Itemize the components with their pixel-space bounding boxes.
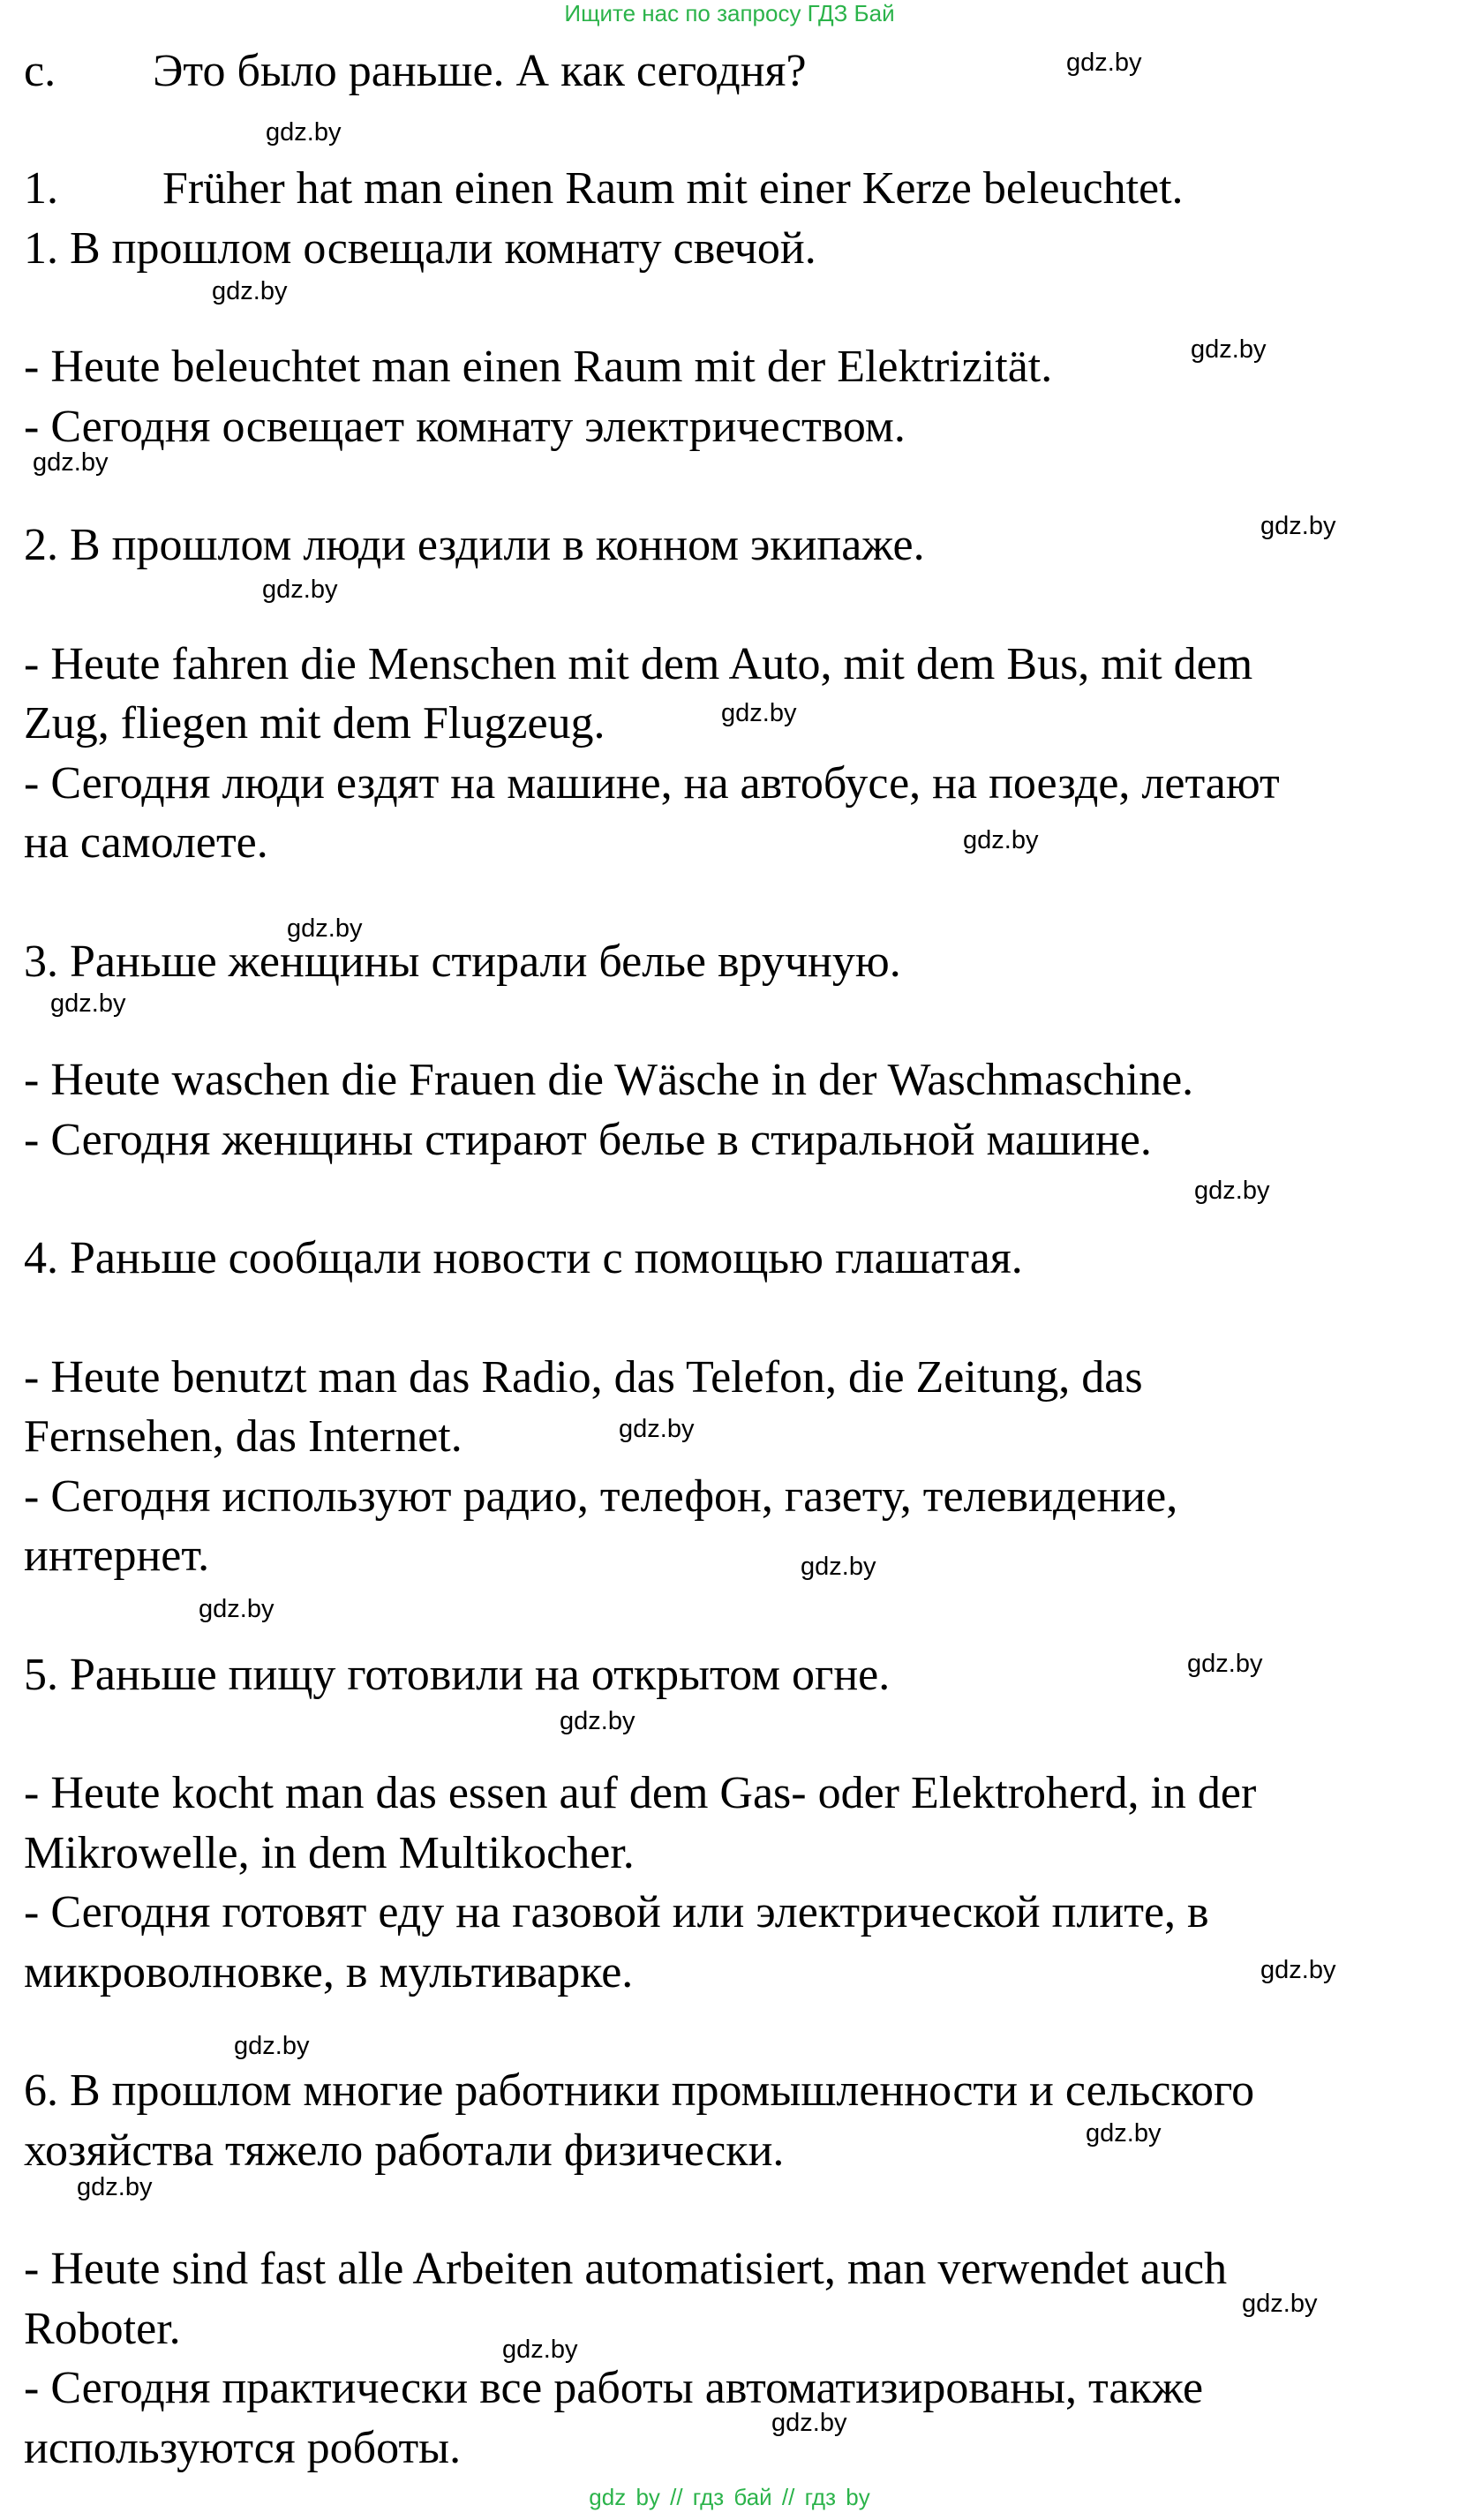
watermark: gdz.by [1260, 512, 1336, 540]
item-4-russian-today-1: - Сегодня используют радио, телефон, газету, телевидение, [24, 1471, 1178, 1522]
item-6-russian-past-1: 6. В прошлом многие работники промышленности и сельского [24, 2065, 1255, 2116]
item-6-german-today-2: Roboter. [24, 2304, 181, 2354]
watermark: gdz.by [199, 1595, 275, 1623]
watermark: gdz.by [1187, 1650, 1263, 1678]
item-5-german-today-1: - Heute kocht man das essen auf dem Gas- oder Elektroherd, in der [24, 1768, 1257, 1818]
item-1-number: 1. [24, 163, 58, 214]
watermark: gdz.by [1242, 2290, 1318, 2318]
item-5-german-today-2: Mikrowelle, in dem Multikocher. [24, 1828, 635, 1878]
watermark: gdz.by [771, 2409, 847, 2437]
item-1-russian-today: - Сегодня освещает комнату электричеством. [24, 402, 906, 452]
item-1-german-past [24, 162, 1184, 216]
item-1-german-past-text: Früher hat man einen Raum mit einer Kerze beleuchtet. [162, 163, 1184, 214]
item-4-german-today-1: - Heute benutzt man das Radio, das Telefon, die Zeitung, das [24, 1352, 1143, 1403]
item-3-russian-past: 3. Раньше женщины стирали белье вручную. [24, 937, 901, 987]
watermark: gdz.by [234, 2032, 310, 2060]
item-4-russian-past: 4. Раньше сообщали новости с помощью глашатая. [24, 1233, 1023, 1283]
watermark: gdz.by [50, 989, 126, 1018]
item-6-german-today-1: - Heute sind fast alle Arbeiten automatisiert, man verwendet auch [24, 2244, 1228, 2294]
watermark: gdz.by [560, 1707, 635, 1735]
watermark: gdz.by [502, 2336, 578, 2364]
watermark: gdz.by [1066, 49, 1142, 77]
footer-note: gdz by // гдз бай // гдз by [589, 2484, 870, 2510]
item-5-russian-today-2: микроволновке, в мультиварке. [24, 1947, 634, 1997]
item-2-russian-today-1: - Сегодня люди ездят на машине, на автобусе, на поезде, летают [24, 758, 1280, 809]
watermark: gdz.by [77, 2173, 153, 2201]
item-4-german-today-2: Fernsehen, das Internet. [24, 1411, 463, 1462]
item-6-russian-today-2: используются роботы. [24, 2423, 462, 2473]
header-search-note: Ищите нас по запросу ГДЗ Бай [564, 0, 895, 26]
watermark: gdz.by [212, 277, 288, 305]
item-4-russian-today-2: интернет. [24, 1531, 210, 1581]
item-6-russian-today-1: - Сегодня практически все работы автоматизированы, также [24, 2363, 1204, 2413]
watermark: gdz.by [619, 1415, 695, 1443]
item-2-russian-past: 2. В прошлом люди ездили в конном экипаже. [24, 520, 925, 570]
watermark: gdz.by [287, 914, 363, 943]
item-6-russian-past-2: хозяйства тяжело работали физически. [24, 2125, 785, 2176]
watermark: gdz.by [1191, 335, 1267, 364]
item-3-russian-today: - Сегодня женщины стирают белье в стиральной машине. [24, 1115, 1152, 1165]
item-2-russian-today-2: на самолете. [24, 817, 268, 868]
watermark: gdz.by [33, 448, 109, 477]
item-2-german-today-1: - Heute fahren die Menschen mit dem Auto, mit dem Bus, mit dem [24, 639, 1253, 689]
watermark: gdz.by [963, 826, 1039, 854]
item-3-german-today: - Heute waschen die Frauen die Wäsche in der Waschmaschine. [24, 1055, 1194, 1105]
item-2-german-today-2: Zug, fliegen mit dem Flugzeug. [24, 698, 605, 748]
watermark: gdz.by [721, 699, 797, 727]
watermark: gdz.by [1194, 1177, 1270, 1205]
item-1-german-today: - Heute beleuchtet man einen Raum mit der Elektrizität. [24, 342, 1053, 392]
section-title: Это было раньше. А как сегодня? [153, 46, 807, 96]
watermark: gdz.by [266, 118, 342, 147]
watermark: gdz.by [801, 1553, 876, 1581]
watermark: gdz.by [1086, 2119, 1162, 2148]
item-1-russian-past: 1. В прошлом освещали комнату свечой. [24, 223, 816, 274]
section-label: c. [24, 46, 56, 96]
item-5-russian-past: 5. Раньше пищу готовили на открытом огне. [24, 1650, 891, 1700]
watermark: gdz.by [262, 575, 338, 604]
item-5-russian-today-1: - Сегодня готовят еду на газовой или электрической плите, в [24, 1887, 1209, 1937]
section-heading [24, 44, 807, 99]
watermark: gdz.by [1260, 1956, 1336, 1984]
